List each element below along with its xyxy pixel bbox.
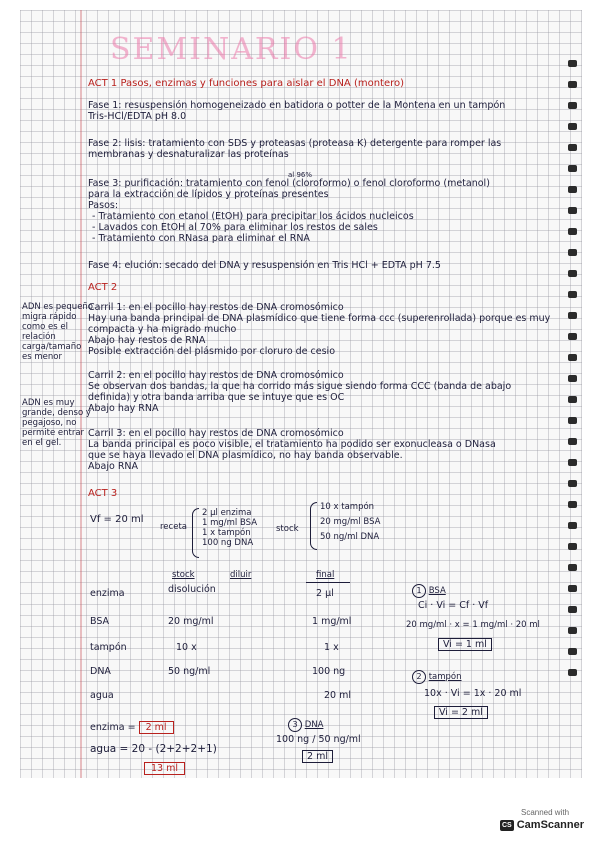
calc2-eq1: 10x · Vi = 1x · 20 ml [424, 688, 522, 699]
table-header-diluir: diluir [230, 570, 252, 580]
row-dna-final: 100 ng [312, 666, 346, 677]
act1-fase3-note: al 96% [288, 171, 313, 179]
row-agua-name: agua [90, 690, 114, 701]
act1-fase2: Fase 2: lisis: tratamiento con SDS y proteasas (proteasa K) detergente para romper las membranas y desnaturalizar las proteínas [88, 138, 502, 160]
calc1-header: 1 BSA [412, 584, 446, 598]
margin-note-2: ADN es muy grande, denso y pegajoso, no permite entrar en el gel. [22, 398, 91, 448]
calc2-result: Vi = 2 ml [434, 706, 488, 719]
row-agua-final: 20 ml [324, 690, 352, 701]
camscanner-logo-icon: CS [502, 821, 512, 829]
act2-carril2: Carril 2: en el pocillo hay restos de DNA cromosómico Se observan dos bandas, la que ha corrido más sigue siendo forma CCC (banda de abajo definida) y otra banda arriba que se intuye que es OC Abajo hay RNA [88, 370, 512, 414]
act1-fase4: Fase 4: elución: secado del DNA y resuspensión en Tris HCl + EDTA pH 7.5 [88, 260, 441, 271]
notebook-page [20, 10, 582, 778]
calc3-eq1: 100 ng / 50 ng/ml [276, 734, 361, 745]
spiral-holes [568, 60, 580, 690]
row-tampon-final: 1 x [324, 642, 339, 653]
calc2-header: 2 tampón [412, 670, 462, 684]
act2-carril1: Carril 1: en el pocillo hay restos de DNA cromosómico Hay una banda principal de DNA plasmídico que tiene forma ccc (superenrollada) porque es muy compacta y ha migrado mucho Abajo hay restos de RNA Posible extracción del plásmido por cloruro de cesio [88, 302, 551, 357]
calc1-eq1: Ci · Vi = Cf · Vf [418, 600, 489, 611]
table-header-stock: stock [172, 570, 195, 580]
camscanner-watermark: Scanned with CS CamScanner [502, 808, 584, 831]
row-dna-name: DNA [90, 666, 111, 677]
row-bsa-final: 1 mg/ml [312, 616, 352, 627]
row-enzima-stock: disolución [168, 584, 216, 595]
calc1-eq2: 20 mg/ml · x = 1 mg/ml · 20 ml [406, 620, 540, 630]
camscanner-brand: CamScanner [516, 819, 584, 831]
act1-fase1: Fase 1: resuspensión homogeneizado en batidora o potter de la Montena en un tampón Tris-HCl/EDTA pH 8.0 [88, 100, 506, 122]
calc1-result: Vi = 1 ml [438, 638, 492, 651]
agua-line: agua = 20 - (2+2+2+1) [90, 743, 217, 755]
row-bsa-name: BSA [90, 616, 110, 627]
stock-brace [310, 502, 317, 550]
row-enzima-name: enzima [90, 588, 125, 599]
row-dna-stock: 50 ng/ml [168, 666, 211, 677]
row-tampon-stock: 10 x [176, 642, 197, 653]
stock-label: stock [276, 524, 299, 534]
calc3-header: 3 DNA [288, 718, 323, 732]
row-bsa-stock: 20 mg/ml [168, 616, 214, 627]
receta-brace [192, 508, 199, 558]
receta-label: receta [160, 522, 187, 532]
act3-heading: ACT 3 [88, 488, 118, 499]
act1-heading: ACT 1 Pasos, enzimas y funciones para aislar el DNA (montero) [88, 78, 405, 89]
margin-line [80, 10, 82, 778]
vf-value: Vf = 20 ml [90, 514, 144, 525]
act1-fase3: Fase 3: purificación: tratamiento con fenol (cloroformo) o fenol cloroformo (metanol) para la extracción de lípidos y proteínas presentes Pasos: - Tratamiento con etanol (EtOH) para precipitar los ácidos nucleicos - Lavados con EtOH al 70% para eliminar los restos de sales - Tratamiento con RNasa para eliminar el RNA [88, 178, 490, 244]
stock-list: 10 x tampón 20 mg/ml BSA 50 ng/ml DNA [320, 502, 381, 542]
act2-heading: ACT 2 [88, 282, 118, 293]
row-tampon-name: tampón [90, 642, 127, 653]
row-enzima-final: 2 µl [316, 588, 334, 599]
table-header-final: final [316, 570, 335, 580]
act2-carril3: Carril 3: en el pocillo hay restos de DNA cromosómico La banda principal es poco visible, el tratamiento ha podido ser exonucleasa o DNasa que se haya llevado el DNA plasmídico, no hay banda observable. Abajo RNA [88, 428, 496, 472]
receta-list: 2 µl enzima 1 mg/ml BSA 1 x tampón 100 ng DNA [202, 508, 258, 548]
enzima-line: enzima = 2 ml [90, 722, 174, 733]
agua-result: 13 ml [144, 762, 185, 775]
calc3-result: 2 ml [302, 750, 333, 763]
page-title: SEMINARIO 1 [110, 32, 353, 67]
margin-note-1: ADN es pequeño migra rápido como es el relación carga/tamaño es menor [22, 302, 94, 362]
